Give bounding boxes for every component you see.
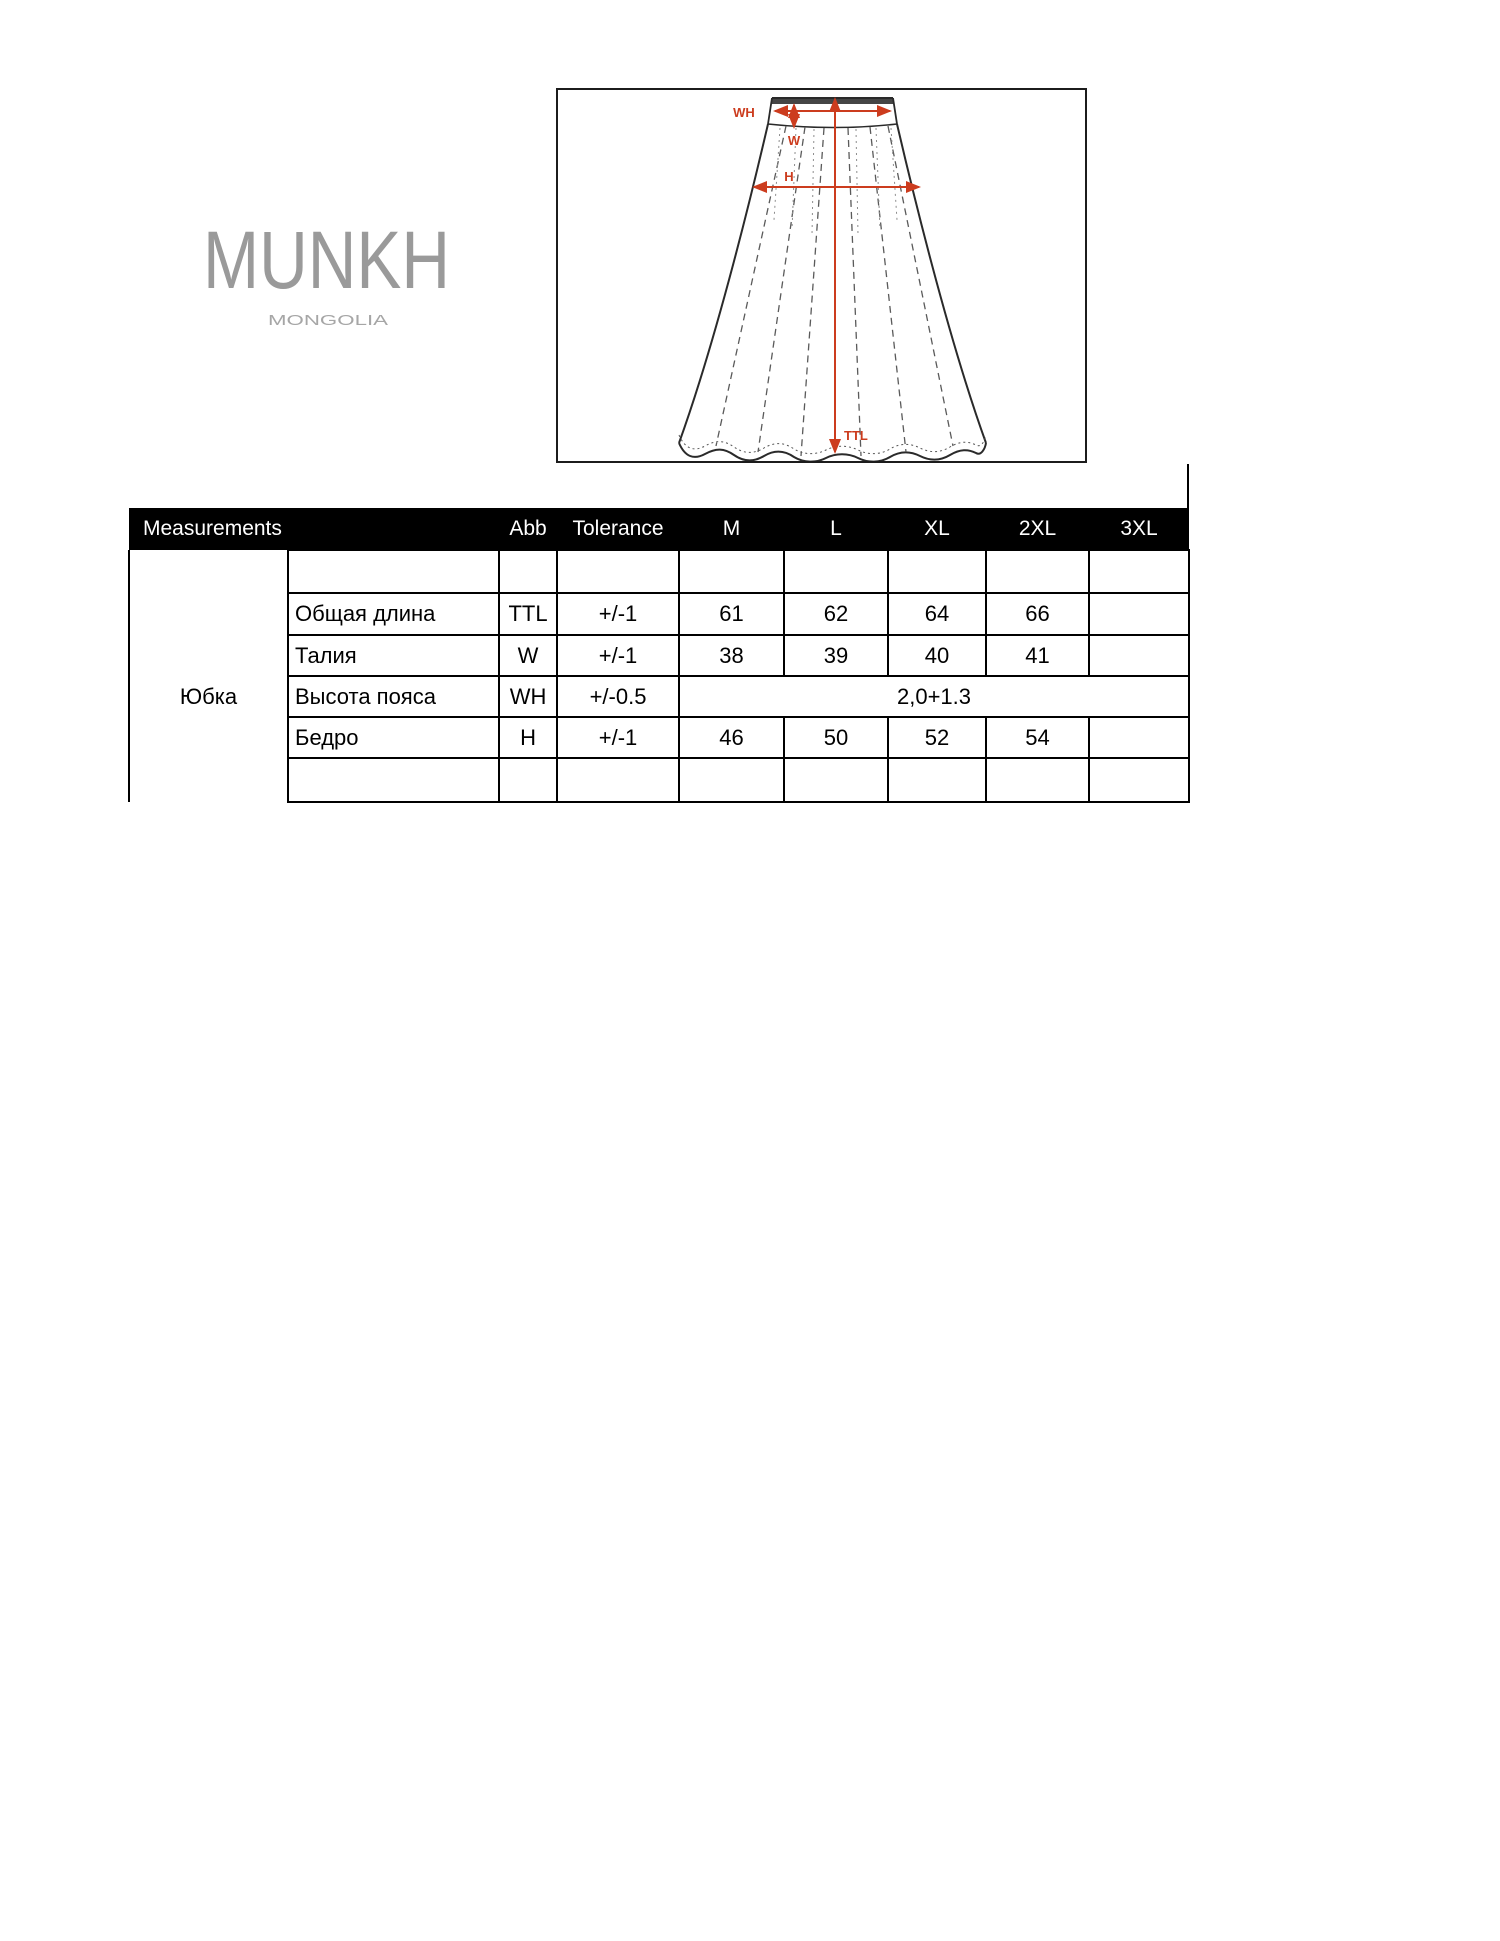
empty-cell [499,550,557,593]
col-header-tolerance: Tolerance [557,508,679,550]
hem-edge [679,443,986,461]
skirt-left-silhouette [679,124,768,443]
empty-cell [1089,550,1189,593]
waistband-seam [768,124,897,128]
waistband-right-edge [893,98,897,124]
empty-cell [288,758,499,802]
brand-logo [195,215,475,340]
empty-cell [679,758,784,802]
col-header-abb: Abb [499,508,557,550]
size-value-cell: 40 [888,635,986,676]
wh-label: WH [733,105,755,120]
empty-cell [986,758,1089,802]
tolerance-cell: +/-1 [557,717,679,758]
empty-cell [557,758,679,802]
table-row-waist [129,635,1189,676]
table-row-waistband-height [129,676,1189,717]
tolerance-cell: +/-0.5 [557,676,679,717]
abb-cell: W [499,635,557,676]
col-header-size-2xl: 2XL [986,508,1089,550]
empty-cell [986,550,1089,593]
col-header-size-m: M [679,508,784,550]
empty-cell [499,758,557,802]
size-value-cell [1089,593,1189,635]
empty-cell [784,550,888,593]
skirt-technical-drawing [558,90,1085,461]
size-value-cell: 38 [679,635,784,676]
group-cell: Юбка [129,550,288,802]
abb-cell: TTL [499,593,557,635]
h-label: H [784,169,794,184]
table-row-total-length [129,593,1189,635]
measurement-arrows [754,99,919,452]
tolerance-cell: +/-1 [557,593,679,635]
empty-cell [888,550,986,593]
size-value-cell: 52 [888,717,986,758]
w-label: W [787,133,801,148]
size-value-cell [1089,717,1189,758]
col-header-size-3xl: 3XL [1089,508,1189,550]
size-value-cell: 50 [784,717,888,758]
empty-cell [888,758,986,802]
size-value-cell: 66 [986,593,1089,635]
stray-gridline [1187,464,1189,510]
measurement-name-cell: Общая длина [288,593,499,635]
abb-cell: WH [499,676,557,717]
size-value-cell: 64 [888,593,986,635]
brand-subtitle: MONGOLIA [268,312,388,329]
col-header-size-l: L [784,508,888,550]
sketch-panel [556,88,1087,463]
measurement-name-cell: Талия [288,635,499,676]
table-row-empty-top [129,550,1189,593]
waistband-left-edge [768,98,772,124]
measurement-name-cell: Бедро [288,717,499,758]
table-row-empty-bottom [129,758,1189,802]
abb-cell: H [499,717,557,758]
size-value-cell: 39 [784,635,888,676]
empty-cell [557,550,679,593]
measurements-table [128,508,1190,803]
size-value-cell: 46 [679,717,784,758]
measurement-name-cell: Высота пояса [288,676,499,717]
size-value-cell: 62 [784,593,888,635]
empty-cell [784,758,888,802]
brand-name: MUNKH [203,215,450,306]
merged-value-cell: 2,0+1.3 [679,676,1189,717]
skirt-right-silhouette [897,124,986,443]
tolerance-cell: +/-1 [557,635,679,676]
empty-cell [1089,758,1189,802]
col-header-size-xl: XL [888,508,986,550]
size-value-cell: 54 [986,717,1089,758]
empty-cell [679,550,784,593]
table-header-row [129,508,1189,550]
size-value-cell: 41 [986,635,1089,676]
size-value-cell: 61 [679,593,784,635]
size-value-cell [1089,635,1189,676]
col-header-measurements: Measurements [129,508,499,550]
ttl-label: TTL [844,428,868,443]
empty-cell [288,550,499,593]
table-row-hip [129,717,1189,758]
